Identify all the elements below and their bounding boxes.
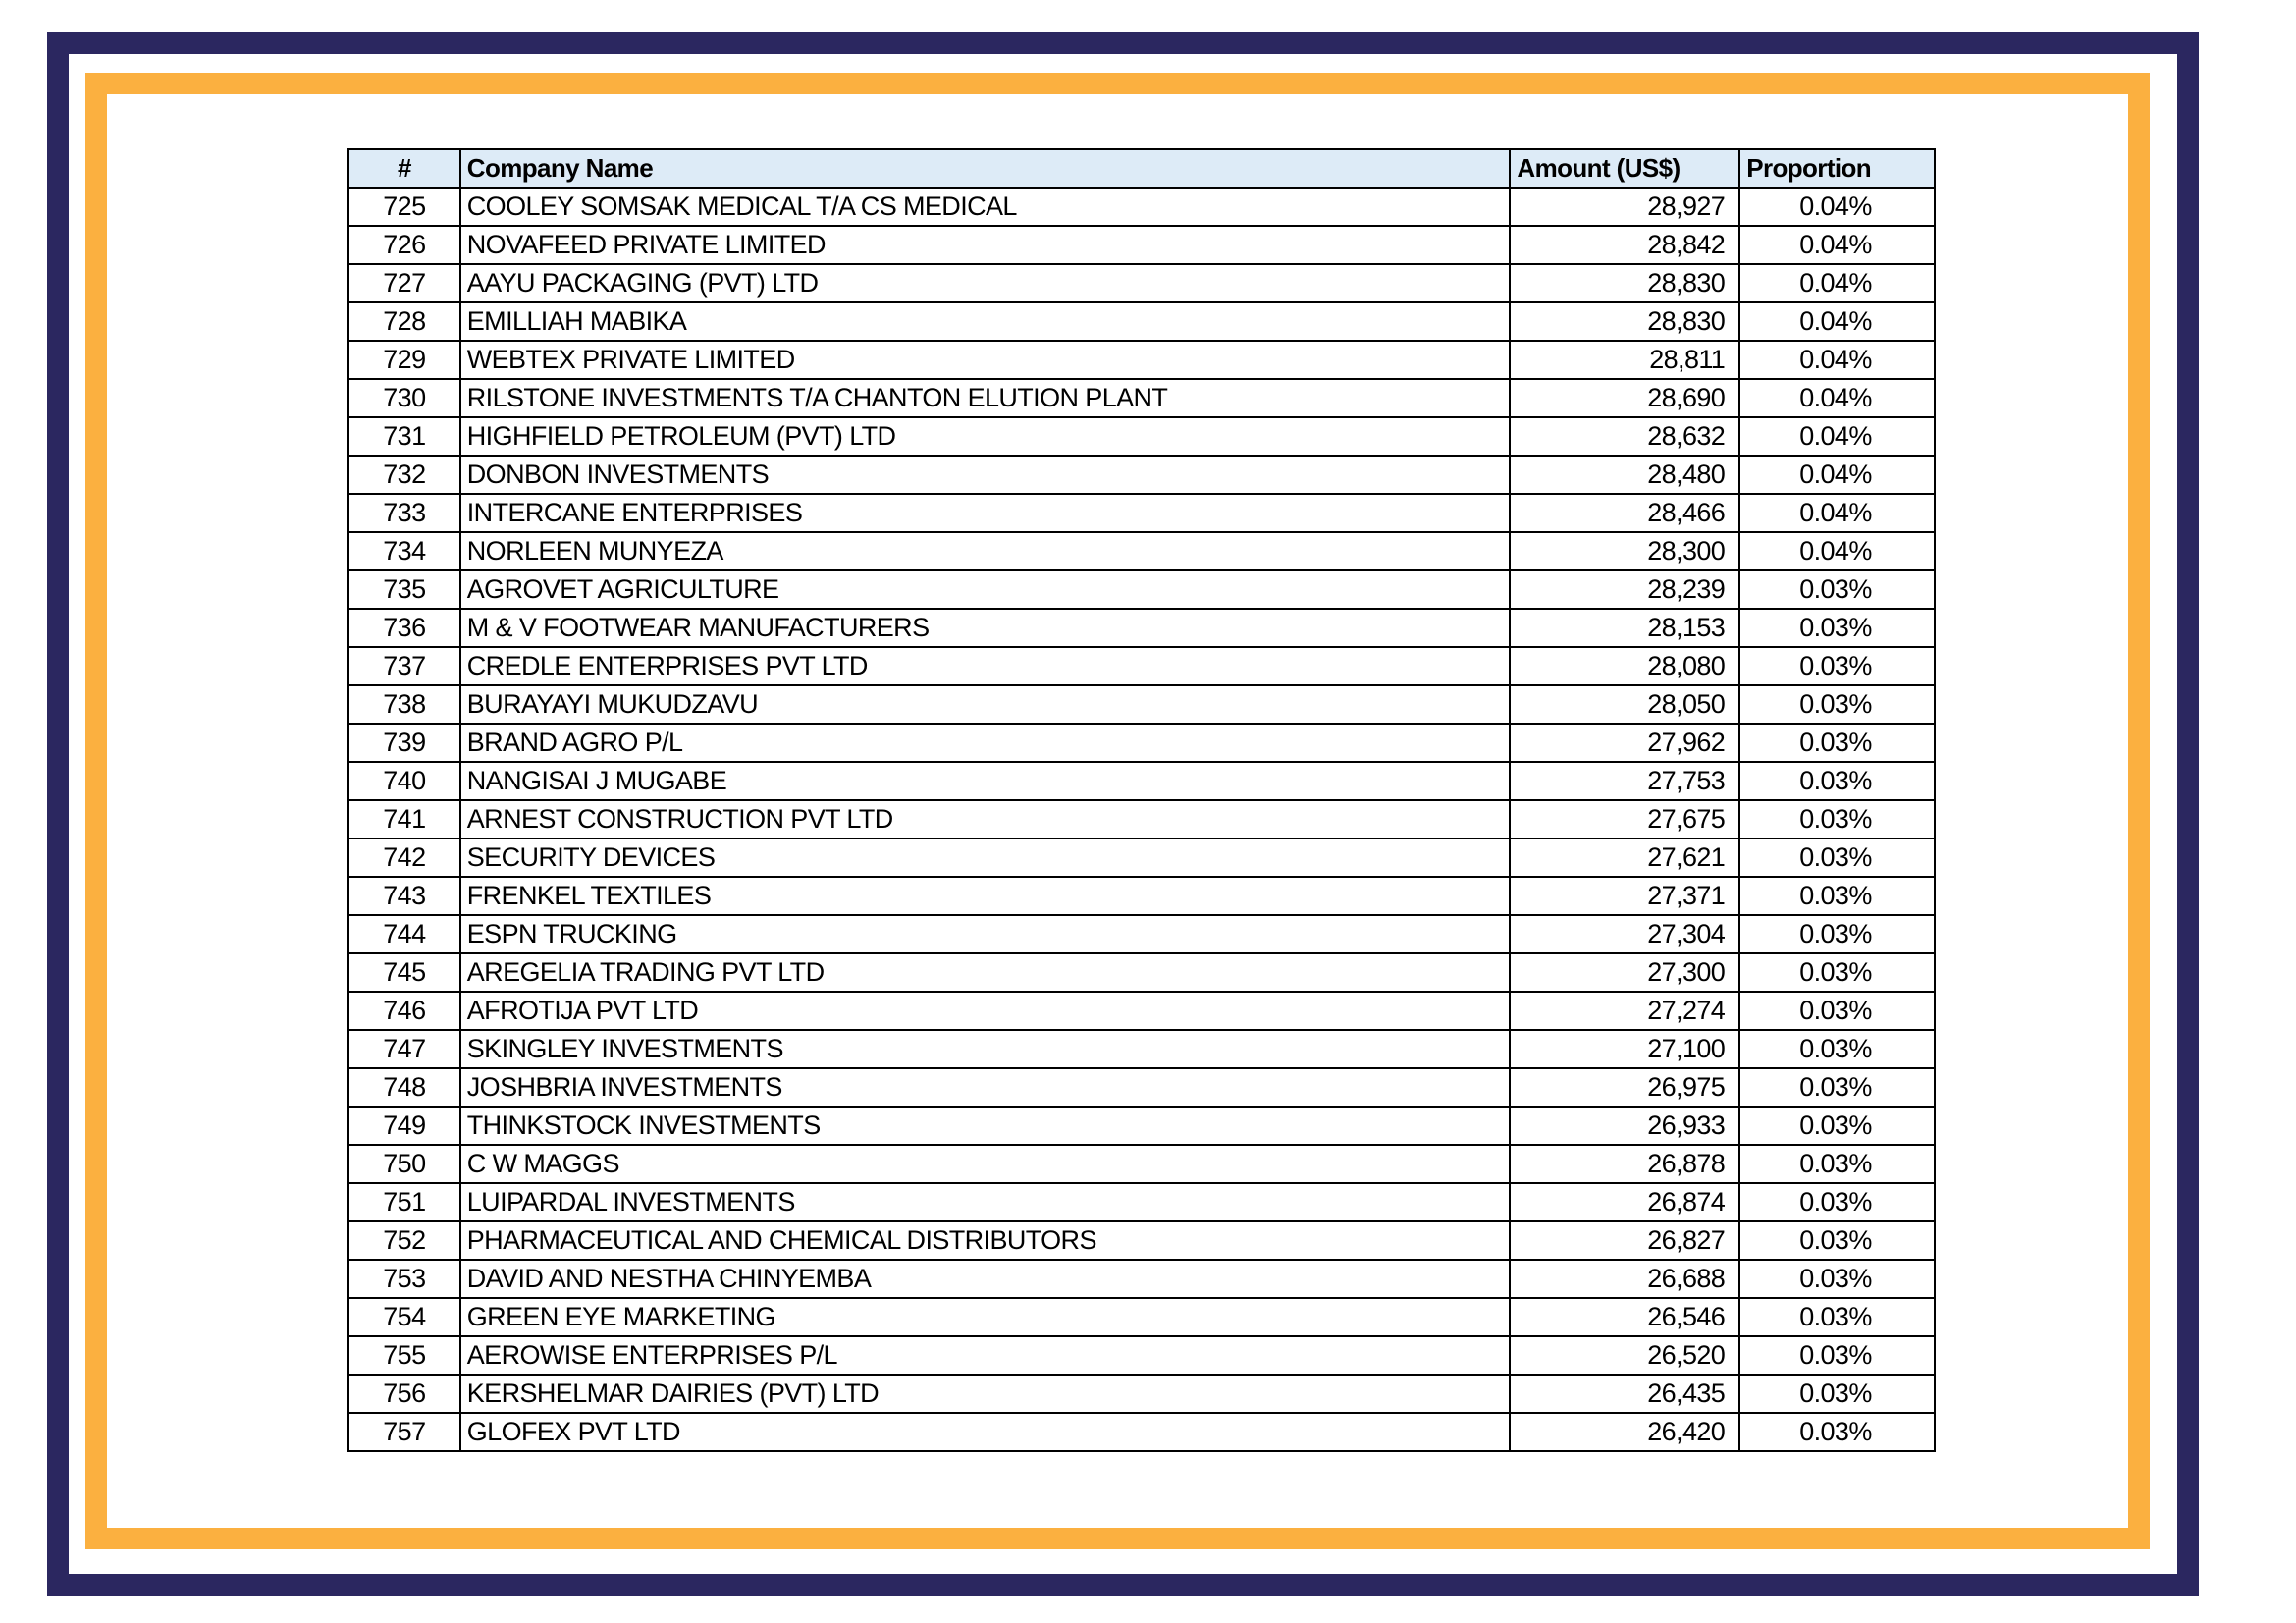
- table-row: [348, 379, 1935, 417]
- amount-cell: 28,830: [1510, 264, 1739, 302]
- row-number-cell: 735: [348, 570, 460, 609]
- amount-cell: 28,830: [1510, 302, 1739, 341]
- amount-cell: 26,435: [1510, 1375, 1739, 1413]
- row-number-cell: 734: [348, 532, 460, 570]
- table-row: [348, 992, 1935, 1030]
- amount-cell: 28,153: [1510, 609, 1739, 647]
- amount-cell: 28,927: [1510, 188, 1739, 226]
- proportion-cell: 0.03%: [1739, 877, 1935, 915]
- company-name-cell: AEROWISE ENTERPRISES P/L: [460, 1336, 1511, 1375]
- row-number-cell: 733: [348, 494, 460, 532]
- table-header-row: [348, 149, 1935, 188]
- table-row: [348, 1107, 1935, 1145]
- table-row: [348, 532, 1935, 570]
- company-name-cell: FRENKEL TEXTILES: [460, 877, 1511, 915]
- company-name-cell: AFROTIJA PVT LTD: [460, 992, 1511, 1030]
- row-number-cell: 730: [348, 379, 460, 417]
- proportion-cell: 0.03%: [1739, 1375, 1935, 1413]
- table-row: [348, 226, 1935, 264]
- amount-cell: 28,842: [1510, 226, 1739, 264]
- amount-cell: 26,975: [1510, 1068, 1739, 1107]
- amount-cell: 27,274: [1510, 992, 1739, 1030]
- company-name-cell: AGROVET AGRICULTURE: [460, 570, 1511, 609]
- company-name-cell: AAYU PACKAGING (PVT) LTD: [460, 264, 1511, 302]
- row-number-cell: 747: [348, 1030, 460, 1068]
- row-number-cell: 727: [348, 264, 460, 302]
- row-number-cell: 749: [348, 1107, 460, 1145]
- company-name-cell: ARNEST CONSTRUCTION PVT LTD: [460, 800, 1511, 839]
- company-name-cell: INTERCANE ENTERPRISES: [460, 494, 1511, 532]
- amount-cell: 28,050: [1510, 685, 1739, 724]
- row-number-cell: 752: [348, 1221, 460, 1260]
- proportion-cell: 0.03%: [1739, 570, 1935, 609]
- row-number-cell: 728: [348, 302, 460, 341]
- row-number-cell: 753: [348, 1260, 460, 1298]
- company-name-cell: JOSHBRIA INVESTMENTS: [460, 1068, 1511, 1107]
- amount-cell: 26,933: [1510, 1107, 1739, 1145]
- proportion-cell: 0.04%: [1739, 456, 1935, 494]
- row-number-cell: 741: [348, 800, 460, 839]
- amount-cell: 26,520: [1510, 1336, 1739, 1375]
- proportion-cell: 0.03%: [1739, 1068, 1935, 1107]
- proportion-cell: 0.03%: [1739, 1298, 1935, 1336]
- table-row: [348, 1145, 1935, 1183]
- row-number-cell: 739: [348, 724, 460, 762]
- company-name-cell: SKINGLEY INVESTMENTS: [460, 1030, 1511, 1068]
- amount-cell: 28,239: [1510, 570, 1739, 609]
- company-name-cell: SECURITY DEVICES: [460, 839, 1511, 877]
- row-number-cell: 736: [348, 609, 460, 647]
- row-number-cell: 745: [348, 953, 460, 992]
- amount-cell: 27,621: [1510, 839, 1739, 877]
- table-row: [348, 915, 1935, 953]
- proportion-cell: 0.03%: [1739, 1107, 1935, 1145]
- row-number-cell: 757: [348, 1413, 460, 1451]
- company-name-cell: C W MAGGS: [460, 1145, 1511, 1183]
- table-row: [348, 1030, 1935, 1068]
- row-number-cell: 750: [348, 1145, 460, 1183]
- amount-cell: 27,753: [1510, 762, 1739, 800]
- company-name-cell: KERSHELMAR DAIRIES (PVT) LTD: [460, 1375, 1511, 1413]
- table-row: [348, 1298, 1935, 1336]
- table-row: [348, 1260, 1935, 1298]
- proportion-cell: 0.03%: [1739, 953, 1935, 992]
- proportion-cell: 0.03%: [1739, 685, 1935, 724]
- amount-cell: 28,466: [1510, 494, 1739, 532]
- table-row: [348, 800, 1935, 839]
- table-row: [348, 1068, 1935, 1107]
- proportion-cell: 0.03%: [1739, 839, 1935, 877]
- proportion-cell: 0.03%: [1739, 1260, 1935, 1298]
- proportion-cell: 0.03%: [1739, 915, 1935, 953]
- row-number-cell: 743: [348, 877, 460, 915]
- row-number-cell: 742: [348, 839, 460, 877]
- amount-cell: 26,546: [1510, 1298, 1739, 1336]
- amount-cell: 28,632: [1510, 417, 1739, 456]
- table-row: [348, 1336, 1935, 1375]
- company-name-cell: ESPN TRUCKING: [460, 915, 1511, 953]
- proportion-cell: 0.04%: [1739, 379, 1935, 417]
- company-name-cell: DAVID AND NESTHA CHINYEMBA: [460, 1260, 1511, 1298]
- row-number-cell: 756: [348, 1375, 460, 1413]
- company-name-cell: HIGHFIELD PETROLEUM (PVT) LTD: [460, 417, 1511, 456]
- table-row: [348, 1375, 1935, 1413]
- amount-cell: 28,480: [1510, 456, 1739, 494]
- amount-cell: 28,300: [1510, 532, 1739, 570]
- table-row: [348, 647, 1935, 685]
- proportion-cell: 0.04%: [1739, 494, 1935, 532]
- company-name-cell: THINKSTOCK INVESTMENTS: [460, 1107, 1511, 1145]
- table-row: [348, 839, 1935, 877]
- table-row: [348, 724, 1935, 762]
- table-row: [348, 341, 1935, 379]
- row-number-cell: 748: [348, 1068, 460, 1107]
- row-number-cell: 751: [348, 1183, 460, 1221]
- proportion-cell: 0.04%: [1739, 226, 1935, 264]
- table-row: [348, 494, 1935, 532]
- row-number-cell: 731: [348, 417, 460, 456]
- table-row: [348, 456, 1935, 494]
- proportion-cell: 0.04%: [1739, 264, 1935, 302]
- company-name-cell: WEBTEX PRIVATE LIMITED: [460, 341, 1511, 379]
- proportion-cell: 0.04%: [1739, 188, 1935, 226]
- table-row: [348, 417, 1935, 456]
- table-row: [348, 609, 1935, 647]
- proportion-cell: 0.04%: [1739, 532, 1935, 570]
- table-row: [348, 1413, 1935, 1451]
- amount-cell: 26,874: [1510, 1183, 1739, 1221]
- table-row: [348, 570, 1935, 609]
- proportion-cell: 0.03%: [1739, 992, 1935, 1030]
- proportion-cell: 0.03%: [1739, 609, 1935, 647]
- company-name-cell: LUIPARDAL INVESTMENTS: [460, 1183, 1511, 1221]
- amount-cell: 26,827: [1510, 1221, 1739, 1260]
- proportion-cell: 0.04%: [1739, 417, 1935, 456]
- company-name-cell: NANGISAI J MUGABE: [460, 762, 1511, 800]
- amount-cell: 27,300: [1510, 953, 1739, 992]
- row-number-cell: 755: [348, 1336, 460, 1375]
- table-row: [348, 1221, 1935, 1260]
- row-number-cell: 738: [348, 685, 460, 724]
- proportion-cell: 0.04%: [1739, 302, 1935, 341]
- table-row: [348, 762, 1935, 800]
- company-name-cell: EMILLIAH MABIKA: [460, 302, 1511, 341]
- proportion-cell: 0.03%: [1739, 647, 1935, 685]
- table-row: [348, 302, 1935, 341]
- header-amount: Amount (US$): [1510, 149, 1739, 188]
- proportion-cell: 0.03%: [1739, 724, 1935, 762]
- row-number-cell: 729: [348, 341, 460, 379]
- proportion-cell: 0.03%: [1739, 1183, 1935, 1221]
- amount-cell: 28,080: [1510, 647, 1739, 685]
- company-name-cell: GREEN EYE MARKETING: [460, 1298, 1511, 1336]
- row-number-cell: 740: [348, 762, 460, 800]
- header-number: #: [348, 149, 460, 188]
- company-name-cell: NORLEEN MUNYEZA: [460, 532, 1511, 570]
- amount-cell: 27,962: [1510, 724, 1739, 762]
- proportion-cell: 0.03%: [1739, 800, 1935, 839]
- proportion-cell: 0.03%: [1739, 762, 1935, 800]
- company-name-cell: M & V FOOTWEAR MANUFACTURERS: [460, 609, 1511, 647]
- table-row: [348, 877, 1935, 915]
- company-name-cell: GLOFEX PVT LTD: [460, 1413, 1511, 1451]
- row-number-cell: 746: [348, 992, 460, 1030]
- row-number-cell: 726: [348, 226, 460, 264]
- company-name-cell: BURAYAYI MUKUDZAVU: [460, 685, 1511, 724]
- amount-cell: 27,675: [1510, 800, 1739, 839]
- row-number-cell: 744: [348, 915, 460, 953]
- company-amounts-table: [347, 148, 1936, 1452]
- amount-cell: 27,371: [1510, 877, 1739, 915]
- row-number-cell: 754: [348, 1298, 460, 1336]
- amount-cell: 26,420: [1510, 1413, 1739, 1451]
- amount-cell: 28,811: [1510, 341, 1739, 379]
- company-name-cell: AREGELIA TRADING PVT LTD: [460, 953, 1511, 992]
- company-name-cell: DONBON INVESTMENTS: [460, 456, 1511, 494]
- header-proportion: Proportion: [1739, 149, 1935, 188]
- row-number-cell: 725: [348, 188, 460, 226]
- company-name-cell: COOLEY SOMSAK MEDICAL T/A CS MEDICAL: [460, 188, 1511, 226]
- table-row: [348, 188, 1935, 226]
- table-row: [348, 953, 1935, 992]
- company-name-cell: RILSTONE INVESTMENTS T/A CHANTON ELUTION PLANT: [460, 379, 1511, 417]
- proportion-cell: 0.03%: [1739, 1413, 1935, 1451]
- amount-cell: 27,100: [1510, 1030, 1739, 1068]
- proportion-cell: 0.03%: [1739, 1030, 1935, 1068]
- company-name-cell: CREDLE ENTERPRISES PVT LTD: [460, 647, 1511, 685]
- row-number-cell: 737: [348, 647, 460, 685]
- proportion-cell: 0.03%: [1739, 1336, 1935, 1375]
- company-name-cell: PHARMACEUTICAL AND CHEMICAL DISTRIBUTORS: [460, 1221, 1511, 1260]
- proportion-cell: 0.03%: [1739, 1221, 1935, 1260]
- company-name-cell: BRAND AGRO P/L: [460, 724, 1511, 762]
- amount-cell: 27,304: [1510, 915, 1739, 953]
- table-row: [348, 264, 1935, 302]
- row-number-cell: 732: [348, 456, 460, 494]
- header-company-name: Company Name: [460, 149, 1511, 188]
- amount-cell: 26,688: [1510, 1260, 1739, 1298]
- proportion-cell: 0.04%: [1739, 341, 1935, 379]
- amount-cell: 28,690: [1510, 379, 1739, 417]
- proportion-cell: 0.03%: [1739, 1145, 1935, 1183]
- company-name-cell: NOVAFEED PRIVATE LIMITED: [460, 226, 1511, 264]
- amount-cell: 26,878: [1510, 1145, 1739, 1183]
- table-row: [348, 685, 1935, 724]
- table-row: [348, 1183, 1935, 1221]
